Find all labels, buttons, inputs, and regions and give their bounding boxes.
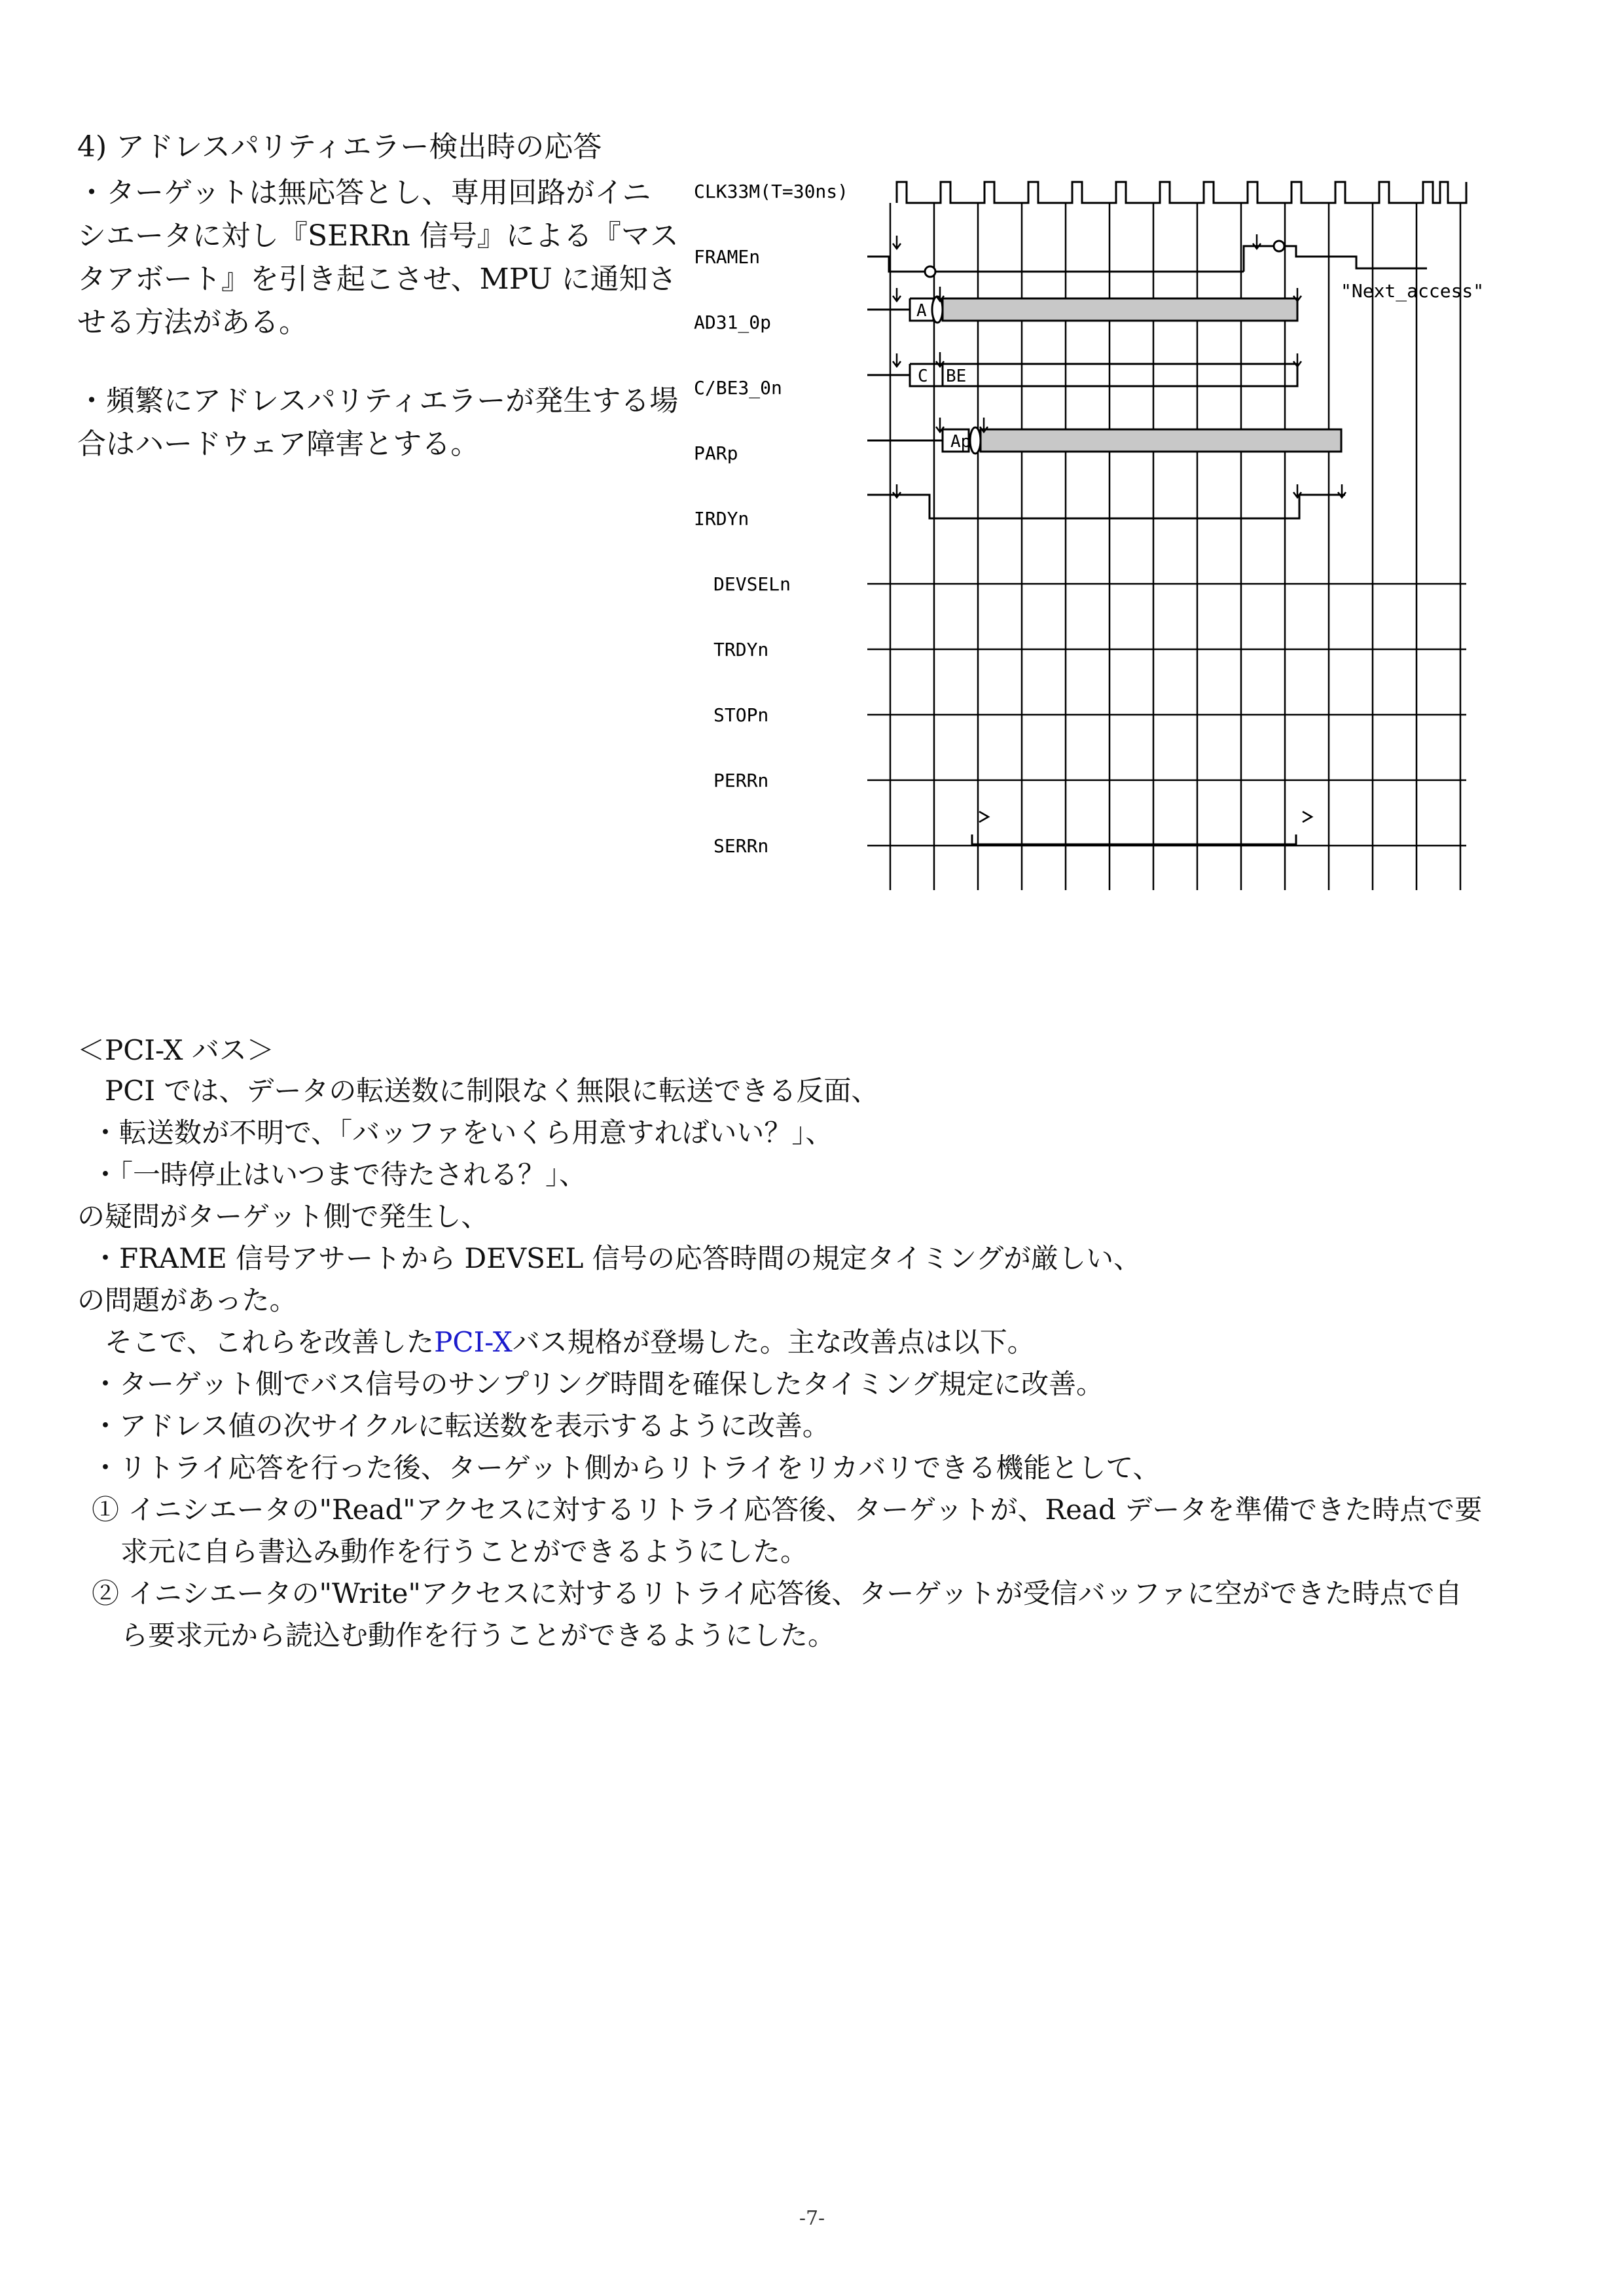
- framen-marker-b: [1274, 241, 1284, 251]
- timing-arrows: [893, 234, 1346, 822]
- pcix-improve-line: [105, 1321, 1035, 1360]
- parp-data-bar: [981, 429, 1341, 452]
- pcix-link[interactable]: PCI-X: [434, 1326, 513, 1358]
- cell-address: A: [916, 301, 927, 321]
- timing-diagram: [681, 157, 1499, 903]
- hardware-fault-paragraph: ・頻繁にアドレスパリティエラーが発生する場合はハードウェア障害とする。: [77, 384, 679, 461]
- pcix-item-write-line1: ② イニシエータの"Write"アクセスに対するリトライ応答後、ターゲットが受信バッファに空ができた時点で自: [92, 1577, 1462, 1609]
- pcix-intro: PCI では、データの転送数に制限なく無限に転送できる反面、: [105, 1075, 879, 1107]
- signal-label-parp: PARp: [694, 442, 738, 464]
- pcix-item-write-line2: ら要求元から読込む動作を行うことができるようにした。: [120, 1619, 836, 1651]
- cell-parity: Ap: [950, 432, 971, 452]
- signal-label-clk: CLK33M(T=30ns): [694, 181, 849, 202]
- pcix-improve-pre: そこで、これらを改善した: [105, 1326, 435, 1358]
- pcix-item-read-line2: 求元に自ら書込み動作を行うことができるようにした。: [120, 1535, 808, 1568]
- signal-label-stopn: STOPn: [713, 704, 769, 726]
- signal-label-ad: AD31_0p: [694, 312, 772, 333]
- pcix-point-sampling: ・ターゲット側でバス信号のサンプリング時間を確保したタイミング規定に改善。: [92, 1368, 1104, 1400]
- signal-label-irdyn: IRDYn: [694, 508, 749, 529]
- signal-label-framen: FRAMEn: [694, 246, 761, 268]
- cell-command: C: [918, 367, 928, 386]
- page-number: -7-: [799, 2207, 825, 2230]
- pcix-improve-post: バス規格が登場した。主な改善点は以下。: [512, 1326, 1035, 1358]
- pcix-point-retry: ・リトライ応答を行った後、ターゲット側からリトライをリカバリできる機能として、: [92, 1452, 1161, 1484]
- framen-waveform: [867, 246, 1427, 272]
- serrn-waveform: [972, 834, 1296, 844]
- signal-label-devseln: DEVSELn: [713, 573, 791, 595]
- signal-label-serrn: SERRn: [713, 835, 769, 857]
- cbe-waveform: [867, 364, 1297, 386]
- signal-label-trdyn: TRDYn: [713, 639, 769, 660]
- pcix-heading: ＜PCI-X バス＞: [77, 1034, 274, 1066]
- cell-byte-enable: BE: [946, 367, 967, 386]
- pcix-bullet-pause: ・「一時停止はいつまで待たされる？」、: [92, 1158, 587, 1191]
- framen-marker-a: [925, 266, 935, 277]
- clock-waveform: [897, 182, 1466, 203]
- pcix-bullet-buffer: ・転送数が不明で、「バッファをいくら用意すればいい？」、: [92, 1117, 833, 1149]
- section-title: 4) アドレスパリティエラー検出時の応答: [77, 130, 602, 164]
- pcix-doubt-line: の疑問がターゲット側で発生し、: [77, 1200, 489, 1232]
- signal-label-cbe: C/BE3_0n: [694, 377, 782, 399]
- pcix-bullet-timing: ・FRAME 信号アサートから DEVSEL 信号の応答時間の規定タイミングが厳しい、: [92, 1242, 1142, 1274]
- pcix-point-count: ・アドレス値の次サイクルに転送数を表示するように改善。: [92, 1410, 830, 1442]
- pcix-item-read-line1: ① イニシエータの"Read"アクセスに対するリトライ応答後、ターゲットが、Read データを準備できた時点で要: [92, 1494, 1483, 1526]
- parp-turnaround: [970, 427, 981, 454]
- target-response-paragraph: ・ターゲットは無応答とし、専用回路がイニシエータに対し『SERRn 信号』による『マスタアボート』を引き起こさせ、MPU に通知させる方法がある。: [77, 176, 679, 339]
- irdyn-waveform: [867, 495, 1345, 518]
- ad-data-bar: [943, 298, 1297, 321]
- pcix-problem-line: の問題があった。: [77, 1284, 297, 1316]
- next-access-note: "Next_access": [1341, 280, 1485, 302]
- signal-label-perrn: PERRn: [713, 770, 769, 791]
